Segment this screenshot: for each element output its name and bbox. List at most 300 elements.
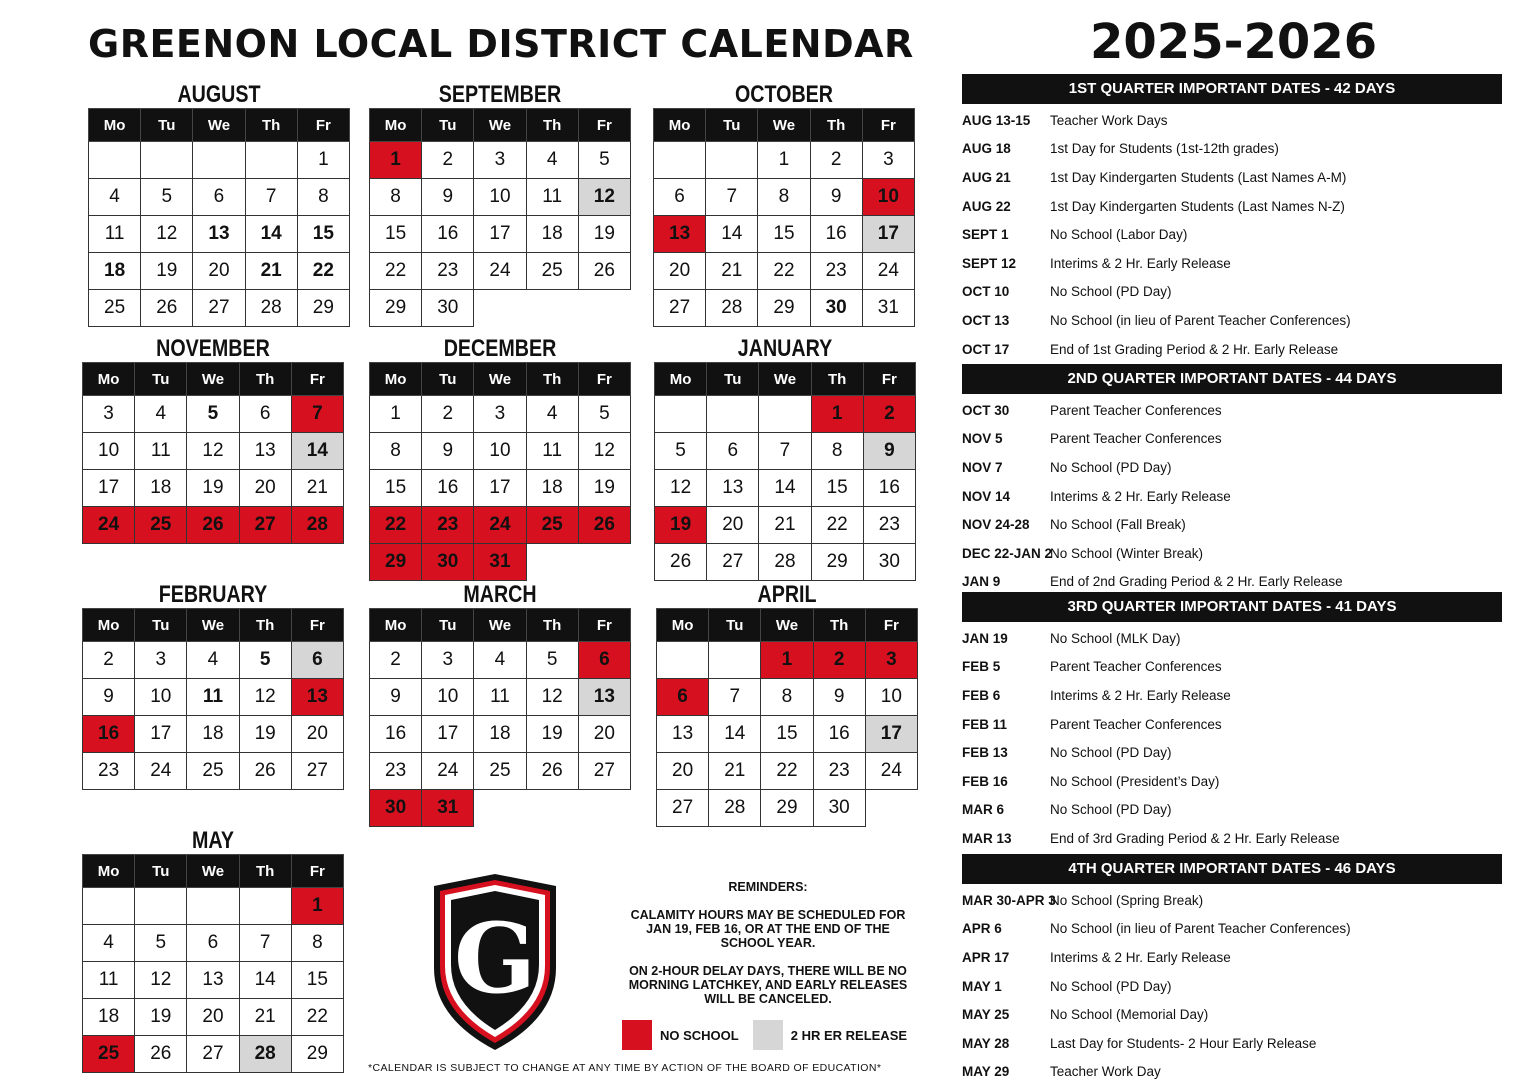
month-february	[82, 580, 344, 790]
day-cell: 27	[193, 290, 245, 327]
date-description: No School (Memorial Day)	[1050, 1007, 1209, 1023]
month-name: APRIL	[757, 581, 817, 608]
day-cell: 27	[707, 544, 759, 581]
date-label: SEPT 1	[962, 227, 1009, 243]
day-cell: 7	[706, 179, 758, 216]
day-cell: 27	[657, 790, 709, 827]
day-cell: 19	[187, 470, 239, 507]
day-cell: 19	[578, 470, 630, 507]
date-description: No School (in lieu of Parent Teacher Conferences)	[1050, 312, 1351, 328]
date-label: FEB 16	[962, 773, 1008, 789]
day-cell: 26	[578, 253, 630, 290]
day-cell: 29	[761, 790, 813, 827]
day-cell: 10	[83, 433, 135, 470]
date-label: FEB 11	[962, 716, 1008, 732]
blank-cell	[578, 544, 630, 581]
date-row	[962, 425, 1522, 454]
day-cell: 18	[135, 470, 187, 507]
date-label: MAY 29	[962, 1064, 1010, 1080]
day-cell: 18	[83, 999, 135, 1036]
day-cell: 18	[526, 470, 578, 507]
month-name: MARCH	[463, 581, 537, 608]
day-cell: 8	[291, 925, 343, 962]
day-cell: 29	[291, 1036, 343, 1073]
logo-letter: G	[454, 902, 536, 1015]
date-row	[962, 220, 1522, 249]
day-cell: 8	[370, 433, 422, 470]
blank-day-cell	[707, 396, 759, 433]
blank-day-cell	[83, 888, 135, 925]
day-cell: 27	[654, 290, 706, 327]
weekday-header: Fr	[291, 609, 343, 642]
weekday-header: Mo	[655, 363, 707, 396]
day-cell: 11	[83, 962, 135, 999]
date-label: NOV 14	[962, 488, 1011, 504]
day-cell: 13	[193, 216, 245, 253]
day-cell: 25	[83, 1036, 135, 1073]
day-cell: 1	[291, 888, 343, 925]
day-cell: 6	[654, 179, 706, 216]
day-cell: 19	[655, 507, 707, 544]
date-row	[962, 681, 1522, 710]
day-cell: 7	[245, 179, 297, 216]
day-cell: 2	[863, 396, 915, 433]
weekday-header: Tu	[706, 109, 758, 142]
day-cell: 19	[135, 999, 187, 1036]
day-cell: 10	[865, 679, 917, 716]
quarter-date-list	[962, 106, 1522, 363]
day-cell: 4	[89, 179, 141, 216]
day-cell: 5	[135, 925, 187, 962]
weekday-header: Mo	[370, 363, 422, 396]
day-cell: 13	[187, 962, 239, 999]
date-row	[962, 510, 1522, 539]
day-cell: 25	[187, 753, 239, 790]
blank-day-cell	[187, 888, 239, 925]
date-label: AUG 13-15	[962, 112, 1031, 128]
day-cell: 30	[813, 790, 865, 827]
blank-cell	[578, 290, 630, 327]
day-cell: 22	[811, 507, 863, 544]
date-description: Parent Teacher Conferences	[1050, 431, 1222, 447]
month-name: FEBRUARY	[158, 581, 268, 608]
date-label: MAR 30-APR 3	[962, 892, 1056, 908]
quarter-date-list	[962, 624, 1522, 853]
blank-day-cell	[239, 888, 291, 925]
day-cell: 29	[811, 544, 863, 581]
date-description: Teacher Work Days	[1050, 112, 1168, 128]
date-description: Interims & 2 Hr. Early Release	[1050, 949, 1231, 965]
month-grid	[88, 108, 350, 327]
date-description: No School (PD Day)	[1050, 802, 1172, 818]
day-cell: 11	[526, 433, 578, 470]
day-cell: 1	[370, 142, 422, 179]
blank-day-cell	[141, 142, 193, 179]
day-cell: 20	[239, 470, 291, 507]
date-row	[962, 738, 1522, 767]
day-cell: 16	[810, 216, 862, 253]
date-label: NOV 5	[962, 431, 1003, 447]
blank-day-cell	[89, 142, 141, 179]
date-row	[962, 1058, 1522, 1086]
date-row	[962, 796, 1522, 825]
day-cell: 23	[83, 753, 135, 790]
day-cell: 8	[758, 179, 810, 216]
date-row	[962, 106, 1522, 135]
day-cell: 26	[135, 1036, 187, 1073]
day-cell: 31	[474, 544, 526, 581]
day-cell: 5	[239, 642, 291, 679]
date-description: No School (PD Day)	[1050, 745, 1172, 761]
day-cell: 22	[297, 253, 349, 290]
day-cell: 3	[474, 142, 526, 179]
date-description: End of 3rd Grading Period & 2 Hr. Early Release	[1050, 830, 1340, 846]
er-swatch	[753, 1020, 783, 1050]
day-cell: 29	[297, 290, 349, 327]
day-cell: 8	[811, 433, 863, 470]
day-cell: 30	[863, 544, 915, 581]
day-cell: 25	[474, 753, 526, 790]
day-cell: 9	[863, 433, 915, 470]
day-cell: 6	[239, 396, 291, 433]
day-cell: 9	[810, 179, 862, 216]
date-label: JAN 19	[962, 630, 1008, 646]
day-cell: 13	[239, 433, 291, 470]
day-cell: 8	[761, 679, 813, 716]
day-cell: 22	[370, 507, 422, 544]
day-cell: 11	[526, 179, 578, 216]
day-cell: 3	[474, 396, 526, 433]
date-description: 1st Day Kindergarten Students (Last Names N-Z)	[1050, 198, 1345, 214]
day-cell: 1	[761, 642, 813, 679]
day-cell: 19	[239, 716, 291, 753]
weekday-header: Th	[810, 109, 862, 142]
day-cell: 26	[526, 753, 578, 790]
day-cell: 6	[707, 433, 759, 470]
reminders-title: REMINDERS:	[728, 880, 808, 894]
er-label: 2 HR ER RELEASE	[790, 1027, 908, 1043]
day-cell: 22	[291, 999, 343, 1036]
day-cell: 19	[526, 716, 578, 753]
day-cell: 15	[758, 216, 810, 253]
day-cell: 28	[239, 1036, 291, 1073]
day-cell: 15	[811, 470, 863, 507]
month-september	[369, 80, 631, 327]
day-cell: 22	[761, 753, 813, 790]
day-cell: 6	[193, 179, 245, 216]
day-cell: 25	[526, 507, 578, 544]
date-description: No School (PD Day)	[1050, 459, 1172, 475]
weekday-header: We	[759, 363, 811, 396]
date-label: AUG 21	[962, 169, 1011, 185]
day-cell: 28	[709, 790, 761, 827]
blank-day-cell	[657, 642, 709, 679]
day-cell: 5	[141, 179, 193, 216]
date-description: No School (MLK Day)	[1050, 630, 1181, 646]
day-cell: 15	[291, 962, 343, 999]
reminders	[618, 880, 918, 1020]
month-grid	[369, 608, 631, 827]
date-label: MAY 1	[962, 978, 1002, 994]
date-row	[962, 453, 1522, 482]
date-row	[962, 653, 1522, 682]
day-cell: 29	[370, 290, 422, 327]
date-label: OCT 10	[962, 284, 1010, 300]
day-cell: 14	[291, 433, 343, 470]
day-cell: 12	[135, 962, 187, 999]
weekday-header: Fr	[291, 363, 343, 396]
reminder-calamity: CALAMITY HOURS MAY BE SCHEDULED FOR JAN 19, FEB 16, OR AT THE END OF THE SCHOOL YEAR.	[630, 908, 906, 950]
date-description: 1st Day Kindergarten Students (Last Names A-M)	[1050, 169, 1347, 185]
day-cell: 24	[83, 507, 135, 544]
day-cell: 6	[187, 925, 239, 962]
day-cell: 12	[655, 470, 707, 507]
date-label: FEB 6	[962, 687, 1001, 703]
blank-cell	[526, 290, 578, 327]
date-description: Interims & 2 Hr. Early Release	[1050, 488, 1231, 504]
day-cell: 14	[245, 216, 297, 253]
weekday-header: Mo	[83, 609, 135, 642]
day-cell: 3	[865, 642, 917, 679]
day-cell: 20	[193, 253, 245, 290]
month-january	[654, 334, 916, 581]
day-cell: 23	[422, 507, 474, 544]
month-name: AUGUST	[177, 81, 261, 108]
day-cell: 9	[422, 433, 474, 470]
day-cell: 16	[863, 470, 915, 507]
date-label: APR 6	[962, 921, 1002, 937]
day-cell: 24	[422, 753, 474, 790]
day-cell: 30	[370, 790, 422, 827]
day-cell: 15	[761, 716, 813, 753]
weekday-header: Fr	[863, 363, 915, 396]
day-cell: 28	[759, 544, 811, 581]
day-cell: 10	[422, 679, 474, 716]
day-cell: 9	[813, 679, 865, 716]
day-cell: 24	[862, 253, 914, 290]
date-description: Interims & 2 Hr. Early Release	[1050, 687, 1231, 703]
date-label: OCT 17	[962, 341, 1010, 357]
weekday-header: Th	[813, 609, 865, 642]
day-cell: 9	[422, 179, 474, 216]
day-cell: 13	[657, 716, 709, 753]
date-row	[962, 767, 1522, 796]
month-name: OCTOBER	[734, 81, 834, 108]
blank-cell	[474, 290, 526, 327]
date-description: No School (Fall Break)	[1050, 517, 1186, 533]
month-name: NOVEMBER	[156, 335, 270, 362]
date-label: MAR 6	[962, 802, 1005, 818]
day-cell: 14	[239, 962, 291, 999]
date-label: OCT 30	[962, 402, 1010, 418]
day-cell: 23	[813, 753, 865, 790]
date-row	[962, 710, 1522, 739]
page-title: GREENON LOCAL DISTRICT CALENDAR	[88, 22, 914, 66]
weekday-header: Fr	[865, 609, 917, 642]
date-label: OCT 13	[962, 312, 1010, 328]
date-row	[962, 624, 1522, 653]
weekday-header: We	[761, 609, 813, 642]
date-row	[962, 396, 1522, 425]
month-grid	[656, 608, 918, 827]
day-cell: 21	[291, 470, 343, 507]
weekday-header: Fr	[578, 609, 630, 642]
day-cell: 28	[706, 290, 758, 327]
date-label: MAY 28	[962, 1035, 1010, 1051]
date-row	[962, 249, 1522, 278]
month-name: JANUARY	[737, 335, 833, 362]
day-cell: 7	[709, 679, 761, 716]
day-cell: 22	[758, 253, 810, 290]
day-cell: 19	[578, 216, 630, 253]
day-cell: 27	[291, 753, 343, 790]
day-cell: 17	[474, 470, 526, 507]
day-cell: 6	[578, 642, 630, 679]
day-cell: 19	[141, 253, 193, 290]
date-row	[962, 163, 1522, 192]
day-cell: 25	[89, 290, 141, 327]
day-cell: 13	[707, 470, 759, 507]
blank-cell	[526, 544, 578, 581]
date-description: No School (President’s Day)	[1050, 773, 1220, 789]
quarter-heading: 3RD QUARTER IMPORTANT DATES - 41 DAYS	[962, 592, 1502, 622]
weekday-header: Th	[526, 609, 578, 642]
day-cell: 26	[141, 290, 193, 327]
day-cell: 13	[291, 679, 343, 716]
day-cell: 17	[83, 470, 135, 507]
month-november	[82, 334, 344, 544]
weekday-header: We	[758, 109, 810, 142]
day-cell: 30	[422, 544, 474, 581]
day-cell: 16	[370, 716, 422, 753]
day-cell: 13	[578, 679, 630, 716]
day-cell: 4	[526, 142, 578, 179]
blank-cell	[865, 790, 917, 827]
month-name: DECEMBER	[443, 335, 557, 362]
day-cell: 29	[758, 290, 810, 327]
weekday-header: Tu	[422, 109, 474, 142]
day-cell: 4	[474, 642, 526, 679]
day-cell: 24	[865, 753, 917, 790]
day-cell: 18	[187, 716, 239, 753]
date-description: End of 2nd Grading Period & 2 Hr. Early Release	[1050, 574, 1343, 590]
month-grid	[82, 608, 344, 790]
day-cell: 26	[578, 507, 630, 544]
reminder-delay: ON 2-HOUR DELAY DAYS, THERE WILL BE NO MORNING LATCHKEY, AND EARLY RELEASES WILL BE CANCELED.	[628, 964, 908, 1006]
day-cell: 28	[291, 507, 343, 544]
day-cell: 10	[474, 179, 526, 216]
weekday-header: Tu	[135, 363, 187, 396]
day-cell: 28	[245, 290, 297, 327]
day-cell: 11	[187, 679, 239, 716]
day-cell: 6	[657, 679, 709, 716]
day-cell: 21	[709, 753, 761, 790]
month-december	[369, 334, 631, 581]
day-cell: 15	[370, 216, 422, 253]
day-cell: 31	[862, 290, 914, 327]
day-cell: 30	[810, 290, 862, 327]
day-cell: 27	[239, 507, 291, 544]
weekday-header: Mo	[370, 109, 422, 142]
day-cell: 8	[370, 179, 422, 216]
day-cell: 20	[657, 753, 709, 790]
weekday-header: Mo	[657, 609, 709, 642]
day-cell: 2	[370, 642, 422, 679]
date-label: AUG 18	[962, 141, 1011, 157]
day-cell: 5	[526, 642, 578, 679]
date-description: End of 1st Grading Period & 2 Hr. Early Release	[1050, 341, 1339, 357]
day-cell: 7	[239, 925, 291, 962]
day-cell: 3	[422, 642, 474, 679]
date-description: Parent Teacher Conferences	[1050, 716, 1222, 732]
weekday-header: Tu	[422, 363, 474, 396]
day-cell: 2	[422, 142, 474, 179]
quarter-date-list	[962, 886, 1522, 1086]
day-cell: 16	[422, 470, 474, 507]
blank-cell	[526, 790, 578, 827]
month-grid	[82, 362, 344, 544]
weekday-header: Fr	[578, 109, 630, 142]
day-cell: 4	[83, 925, 135, 962]
blank-cell	[578, 790, 630, 827]
date-row	[962, 824, 1522, 853]
day-cell: 21	[706, 253, 758, 290]
quarter-heading: 2ND QUARTER IMPORTANT DATES - 44 DAYS	[962, 364, 1502, 394]
weekday-header: Fr	[291, 855, 343, 888]
month-april	[656, 580, 918, 827]
day-cell: 24	[474, 507, 526, 544]
day-cell: 5	[578, 142, 630, 179]
day-cell: 17	[474, 216, 526, 253]
day-cell: 23	[422, 253, 474, 290]
date-row	[962, 539, 1522, 568]
blank-day-cell	[135, 888, 187, 925]
day-cell: 20	[654, 253, 706, 290]
weekday-header: Tu	[707, 363, 759, 396]
day-cell: 23	[810, 253, 862, 290]
day-cell: 15	[297, 216, 349, 253]
date-label: FEB 5	[962, 659, 1001, 675]
weekday-header: Th	[245, 109, 297, 142]
day-cell: 21	[239, 999, 291, 1036]
day-cell: 24	[474, 253, 526, 290]
day-cell: 15	[370, 470, 422, 507]
day-cell: 18	[89, 253, 141, 290]
day-cell: 12	[141, 216, 193, 253]
greenon-logo-icon	[428, 872, 562, 1052]
day-cell: 14	[709, 716, 761, 753]
day-cell: 17	[422, 716, 474, 753]
weekday-header: Mo	[370, 609, 422, 642]
weekday-header: Mo	[654, 109, 706, 142]
blank-day-cell	[759, 396, 811, 433]
day-cell: 12	[578, 433, 630, 470]
day-cell: 2	[83, 642, 135, 679]
weekday-header: Th	[526, 109, 578, 142]
date-description: No School (Spring Break)	[1050, 892, 1204, 908]
day-cell: 1	[811, 396, 863, 433]
day-cell: 4	[135, 396, 187, 433]
day-cell: 23	[370, 753, 422, 790]
day-cell: 31	[422, 790, 474, 827]
date-row	[962, 1000, 1522, 1029]
date-label: SEPT 12	[962, 255, 1017, 271]
month-grid	[369, 108, 631, 327]
date-description: Teacher Work Day	[1050, 1064, 1161, 1080]
day-cell: 26	[187, 507, 239, 544]
day-cell: 5	[655, 433, 707, 470]
date-row	[962, 482, 1522, 511]
